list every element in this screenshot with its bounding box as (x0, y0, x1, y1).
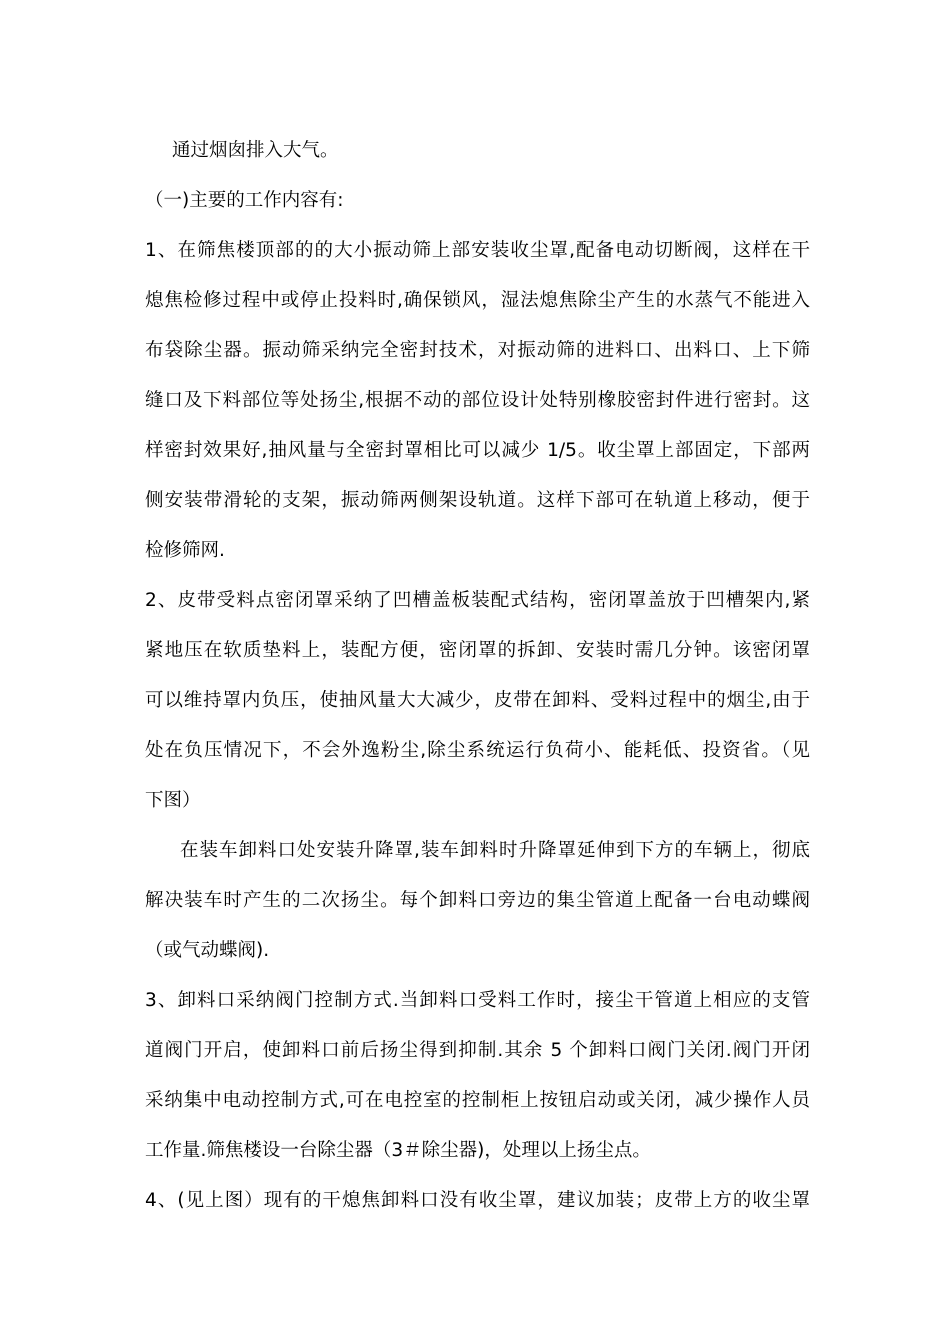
text-line-1: 通过烟囱排入大气。 (172, 140, 339, 161)
text-line-8: 侧安装带滑轮的支架，振动筛两侧架设轨道。这样下部可在轨道上移动，便于 (145, 490, 810, 511)
text-line-4: 熄焦检修过程中或停止投料时,确保锁风，湿法熄焦除尘产生的水蒸气不能进入 (145, 290, 810, 311)
section-heading: （一)主要的工作内容有: (145, 190, 344, 211)
text-line-16: 解决装车时产生的二次扬尘。每个卸料口旁边的集尘管道上配备一台电动蝶阀 (145, 890, 810, 911)
text-line-3: 1、在筛焦楼顶部的的大小振动筛上部安装收尘罩,配备电动切断阀，这样在干 (145, 240, 810, 261)
text-line-21: 工作量.筛焦楼设一台除尘器（3＃除尘器)，处理以上扬尘点。 (145, 1140, 651, 1161)
text-line-22: 4、(见上图）现有的干熄焦卸料口没有收尘罩，建议加装；皮带上方的收尘罩 (145, 1190, 810, 1211)
text-line-5: 布袋除尘器。振动筛采纳完全密封技术，对振动筛的进料口、出料口、上下筛 (145, 340, 810, 361)
text-line-13: 处在负压情况下，不会外逸粉尘,除尘系统运行负荷小、能耗低、投资省。（见 (145, 740, 810, 761)
text-line-7: 样密封效果好,抽风量与全密封罩相比可以减少 1/5。收尘罩上部固定，下部两 (145, 440, 810, 461)
text-line-15: 在装车卸料口处安装升降罩,装车卸料时升降罩延伸到下方的车辆上，彻底 (180, 840, 810, 861)
text-line-17: （或气动蝶阀). (145, 940, 270, 961)
text-line-18: 3、卸料口采纳阀门控制方式.当卸料口受料工作时，接尘干管道上相应的支管 (145, 990, 810, 1011)
text-line-11: 紧地压在软质垫料上，装配方便，密闭罩的拆卸、安装时需几分钟。该密闭罩 (145, 640, 810, 661)
text-line-19: 道阀门开启，使卸料口前后扬尘得到抑制.其余 5 个卸料口阀门关闭.阀门开闭 (145, 1040, 810, 1061)
text-line-12: 可以维持罩内负压，使抽风量大大减少，皮带在卸料、受料过程中的烟尘,由于 (145, 690, 810, 711)
text-line-9: 检修筛网. (145, 540, 225, 561)
text-line-6: 缝口及下料部位等处扬尘,根据不动的部位设计处特别橡胶密封件进行密封。这 (145, 390, 810, 411)
text-line-10: 2、皮带受料点密闭罩采纳了凹槽盖板装配式结构，密闭罩盖放于凹槽架内,紧 (145, 590, 810, 611)
text-line-14: 下图） (145, 790, 201, 811)
text-line-20: 采纳集中电动控制方式,可在电控室的控制柜上按钮启动或关闭，减少操作人员 (145, 1090, 810, 1111)
